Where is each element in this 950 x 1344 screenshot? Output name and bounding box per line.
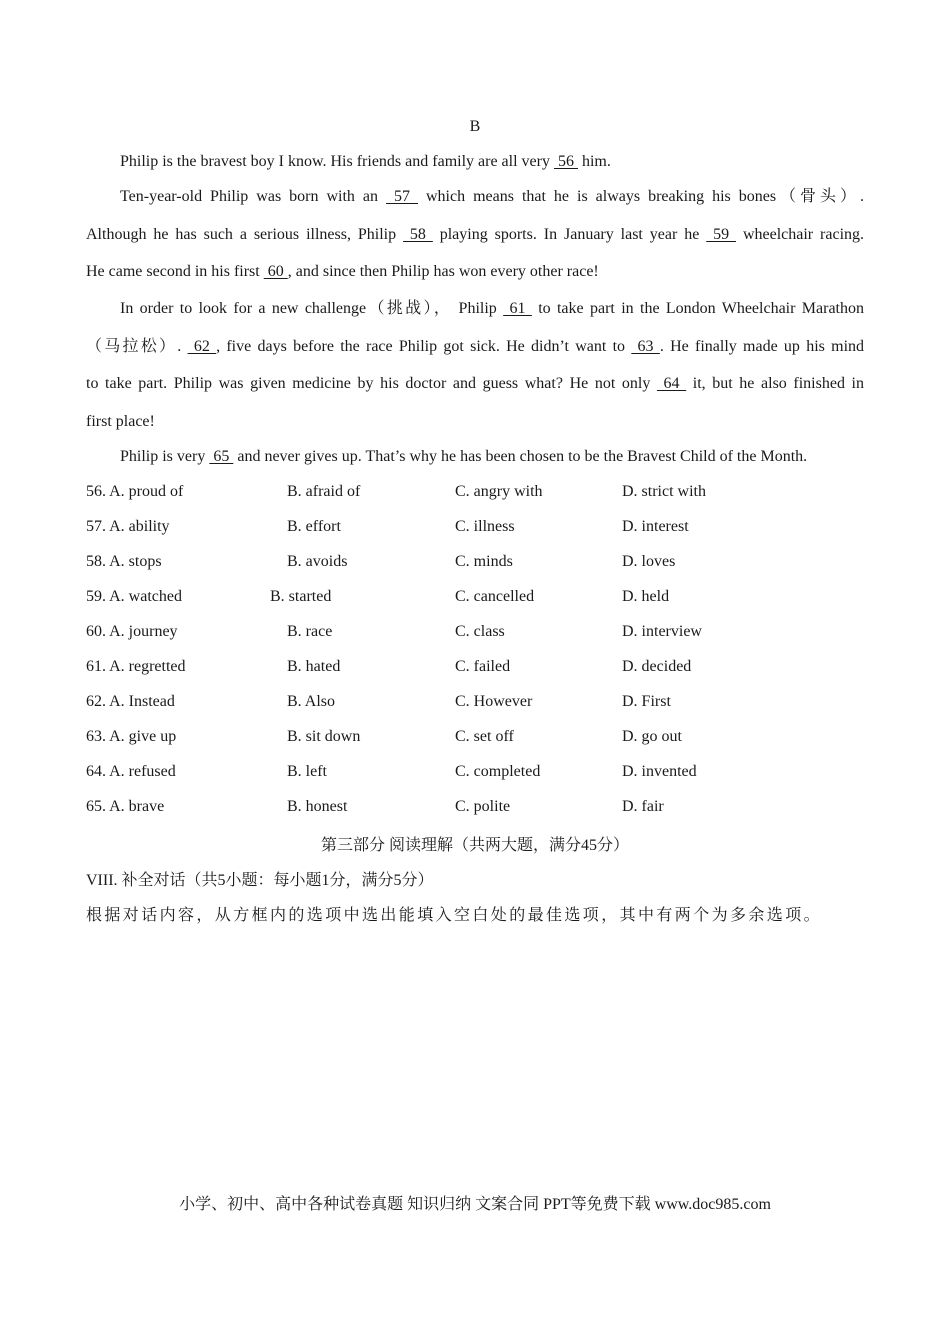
passage-paragraph-1 (86, 143, 864, 181)
passage-text: Ten-year-old Philip was born with an (120, 188, 387, 205)
question-56-option-a: 56. A. proud of (86, 483, 184, 500)
passage-text: Philip is very (120, 448, 210, 465)
answer-blank: 63 (631, 337, 660, 355)
passage-text: , and since then Philip has won every other race! (287, 263, 599, 280)
answer-blank: 56 (553, 153, 578, 170)
passage-line (86, 375, 864, 392)
passage-text: （马拉松）. (86, 337, 188, 355)
passage-paragraph-3 (86, 290, 864, 440)
passage-text: it, but he also finished in (686, 375, 865, 392)
question-64-option-c: C. completed (455, 763, 541, 780)
question-65-option-d: D. fair (622, 798, 664, 815)
question-60-option-c: C. class (455, 623, 505, 640)
question-59-option-d: D. held (622, 588, 670, 605)
question-64-option-b: B. left (287, 763, 327, 780)
section-8-instruction: 根据对话内容，从方框内的选项中选出能填入空白处的最佳选项，其中有两个为多余选项。 (86, 907, 823, 924)
question-62-option-c: C. However (455, 693, 533, 710)
question-60-option-a: 60. A. journey (86, 623, 178, 640)
passage-text: wheelchair racing. (736, 225, 865, 243)
question-61-option-b: B. hated (287, 658, 341, 675)
question-58-option-b: B. avoids (287, 553, 348, 570)
passage-text: him. (577, 153, 611, 170)
passage-text: which means that he is always breaking his bones（骨头）. (418, 188, 865, 205)
question-58-option-d: D. loves (622, 553, 676, 570)
passage-line (120, 300, 864, 317)
passage-text: playing sports. In January last year he (432, 225, 707, 243)
question-65-option-b: B. honest (287, 798, 348, 815)
section-8-title (86, 867, 434, 890)
answer-blank: 61 (503, 300, 532, 317)
answer-blank: 59 (706, 225, 737, 243)
question-56-option-d: D. strict with (622, 483, 706, 500)
question-63-option-a: 63. A. give up (86, 728, 177, 745)
question-58-option-c: C. minds (455, 553, 513, 570)
question-61-option-a: 61. A. regretted (86, 658, 186, 675)
passage-line (120, 448, 807, 465)
question-64-option-a: 64. A. refused (86, 763, 176, 780)
question-57-option-d: D. interest (622, 518, 689, 535)
question-63-option-b: B. sit down (287, 728, 361, 745)
passage-line (86, 226, 864, 243)
question-60-option-d: D. interview (622, 623, 702, 640)
answer-blank: 62 (187, 337, 217, 355)
passage-line (86, 338, 864, 355)
passage-text: , five days before the race Philip got sick. He didn’t want to (216, 337, 632, 355)
question-59-option-b: B. started (270, 588, 332, 605)
question-65-option-c: C. polite (455, 798, 511, 815)
section-3-title: 第三部分 阅读理解（共两大题，满分45分） (320, 837, 629, 854)
answer-blank: 64 (656, 375, 687, 392)
passage-text: and never gives up. That’s why he has been chosen to be the Bravest Child of the Month. (233, 448, 808, 465)
passage-line (86, 413, 155, 430)
answer-blank: 57 (386, 188, 418, 205)
question-62-option-b: B. Also (287, 693, 336, 710)
question-60-option-b: B. race (287, 623, 333, 640)
answer-blank: 60 (263, 263, 288, 280)
question-63-option-c: C. set off (455, 728, 514, 745)
passage-text: to take part in the London Wheelchair Marathon (531, 300, 864, 317)
passage-text: . He finally made up his mind (659, 337, 865, 355)
passage-text: to take part. Philip was given medicine by his doctor and guess what? He not only (86, 375, 657, 392)
question-61-option-c: C. failed (455, 658, 511, 675)
passage-text: Although he has such a serious illness, Philip (86, 225, 404, 243)
passage-line (120, 188, 864, 205)
question-59-option-a: 59. A. watched (86, 588, 182, 605)
passage-line (120, 153, 611, 170)
question-57-option-a: 57. A. ability (86, 518, 170, 535)
question-56-option-b: B. afraid of (287, 483, 361, 500)
passage-text: first place! (86, 412, 155, 430)
question-63-option-d: D. go out (622, 728, 682, 745)
answer-blank: 58 (403, 225, 433, 243)
passage-text: He came second in his first (86, 263, 264, 280)
section-8-title-text: VIII. 补全对话（共5小题：每小题1分，满分5分） (86, 872, 434, 889)
question-56-option-c: C. angry with (455, 483, 543, 500)
question-65-option-a: 65. A. brave (86, 798, 165, 815)
passage-paragraph-4 (86, 438, 864, 476)
passage-line (86, 263, 599, 280)
section-heading-b: B (469, 118, 481, 135)
question-62-option-a: 62. A. Instead (86, 693, 175, 710)
passage-text: Philip is the bravest boy I know. His friends and family are all very (120, 153, 554, 170)
passage-paragraph-2 (86, 178, 864, 291)
question-57-option-b: B. effort (287, 518, 341, 535)
question-62-option-d: D. First (622, 693, 671, 710)
question-61-option-d: D. decided (622, 658, 692, 675)
question-57-option-c: C. illness (455, 518, 515, 535)
page-footer: 小学、初中、高中各种试卷真题 知识归纳 文案合同 PPT等免费下载 www.doc985.com (179, 1196, 771, 1213)
question-64-option-d: D. invented (622, 763, 697, 780)
question-59-option-c: C. cancelled (455, 588, 535, 605)
passage-text: In order to look for a new challenge（挑战）， Philip (120, 300, 504, 317)
answer-blank: 65 (209, 448, 234, 465)
question-58-option-a: 58. A. stops (86, 553, 162, 570)
